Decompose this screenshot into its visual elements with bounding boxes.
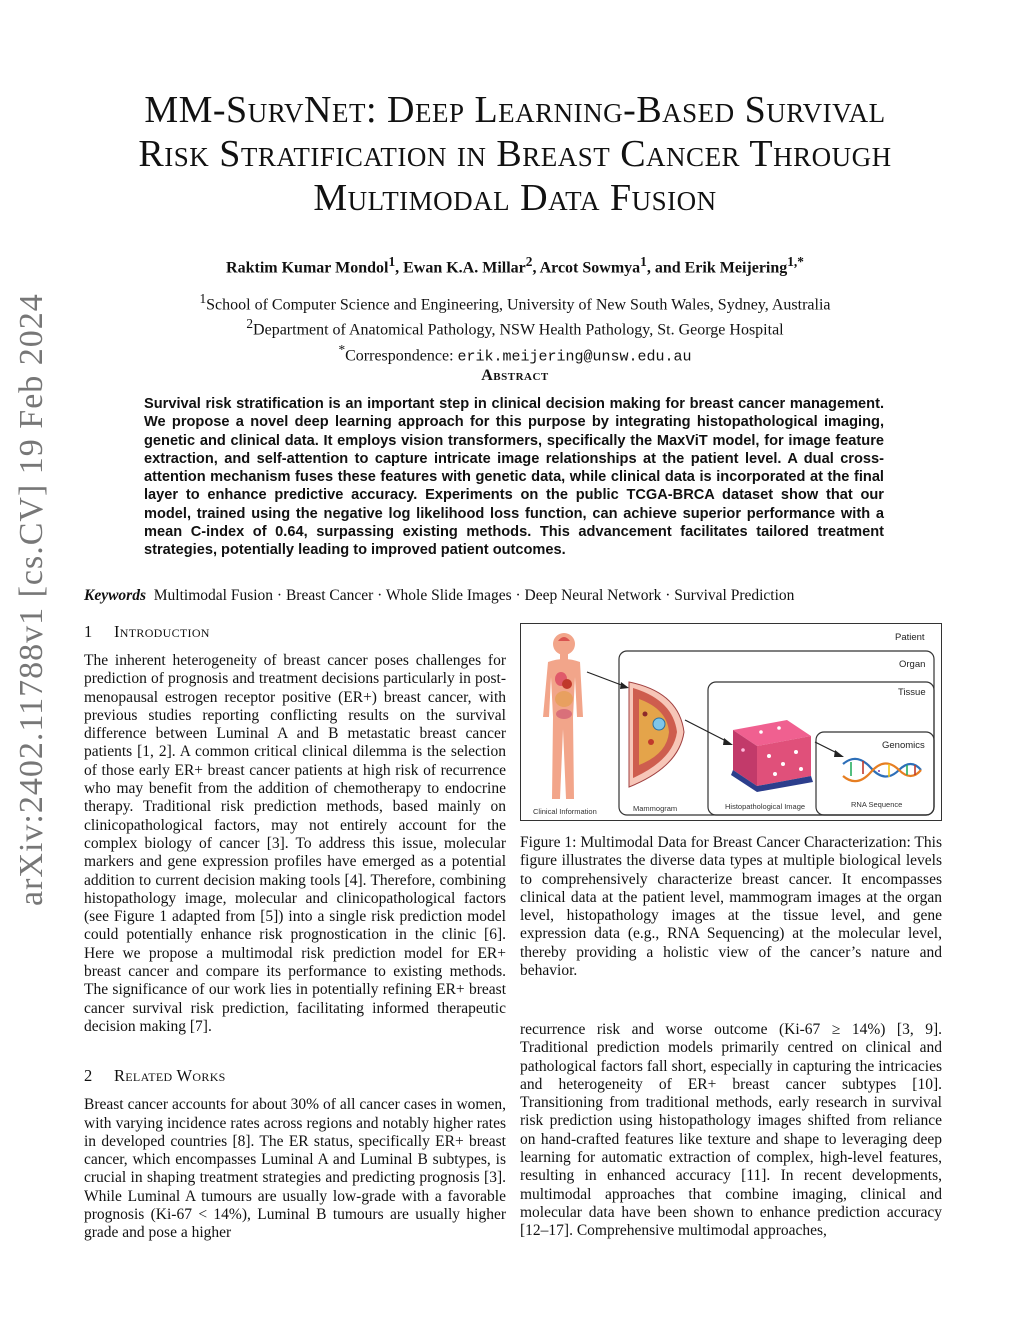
- mammogram-icon: [629, 682, 684, 787]
- affiliations: [70, 289, 960, 366]
- affil-mark: *: [338, 341, 346, 357]
- abstract-heading: Abstract: [481, 367, 549, 384]
- clinical-info-label: Clinical Information: [533, 807, 597, 816]
- paper-title: [70, 88, 960, 220]
- author-list: Raktim Kumar Mondol$^1$, Ewan K.A. Millar$^2$, Arcot Sowmya$^1$, and Erik Meijering$^{1,*}$: [226, 254, 804, 277]
- dna-helix-icon: [843, 759, 921, 781]
- title-line-2: Risk Stratification in Breast Cancer Through: [138, 133, 892, 175]
- related-works-continued: recurrence risk and worse outcome (Ki-67 ≥ 14%) [3, 9]. Traditional prediction models primarily centred on clinical and pathological factors fall short, especially in capturing the intricacies and heterogeneity of ER+ breast cancer subtypes [10]. Transitioning from traditional methods, early research in survival risk prediction using histopathology images shifted from reliance on hand-crafted features like texture and shape to leveraging deep learning for automatic extraction of complex, high-level features, resulting in enhanced accuracy [11]. In recent developments, multimodal approaches that combine imaging, clinical and molecular data have been shown to enhance prediction accuracy [12–17]. Comprehensive multimodal approaches,: [520, 1021, 942, 1240]
- mammogram-label: Mammogram: [633, 804, 678, 813]
- histo-label: Histopathological Image: [725, 802, 806, 811]
- patient-level-label: Patient: [895, 632, 925, 643]
- introduction-paragraph: The inherent heterogeneity of breast cancer poses challenges for prediction of prognosis and treatment decisions particularly in post-menopausal estrogen receptor positive (ER+) breast cancer, with previous studies reporting conflicting results on the survival difference between Luminal A and B metastatic breast cancer patients [1, 2]. A common critical clinical dilemma is the selection of those early ER+ breast cancer patients at high risk of recurrence who may benefit from the addition of chemotherapy to endocrine therapy. Traditional risk prediction methods, based mainly on clinicopathological factors, may not entirely account for the complex biology of cancer [3]. To address this issue, molecular markers and gene expression profiles have emerged as a potential addition to current decision making tools [4]. Therefore, combining histopathology image, molecular and clinicopathological factors (see Figure 1 adapted from [5]) into a single risk prediction model could potentially enhance risk prognostication in the clinic [6]. Here we propose a multimodal risk prediction model for ER+ breast cancer and compare its performance to existing methods. The significance of our work lies in potentially refining ER+ breast cancer survival risk prediction, facilitating informed therapeutic decision making [7].: [84, 652, 506, 1035]
- correspondence-label: Correspondence:: [345, 346, 458, 364]
- abstract-text: Survival risk stratification is an important step in clinical decision making for breast cancer management. We propose a novel deep learning approach for this purpose by integrating histopathological imaging, genetic and clinical data. It employs vision transformers, specifically the MaxViT model, for image feature extraction, and self-attention to capture intricate image relationships at the patient level. A dual cross-attention mechanism fuses these features with genetic data, while clinical data is incorporated at the final layer to enhance predictive accuracy. Experiments on the public TCGA-BRCA dataset show that our model, trained using the negative log likelihood loss function, can achieve superior performance with a mean C-index of 0.64, surpassing existing methods. This advancement facilitates tailored treatment strategies, potentially leading to improved patient outcomes.: [144, 396, 884, 559]
- genomics-level-label: Genomics: [882, 740, 925, 751]
- title-line-3: Multimodal Data Fusion: [313, 177, 717, 219]
- organ-level-label: Organ: [899, 659, 926, 670]
- figure-1-caption: Figure 1: Multimodal Data for Breast Cancer Characterization: This figure illustrates the diverse data types at multiple biological levels to comprehensively characterize breast cancer. It encompasses clinical data at the patient level, mammogram images at the organ level, histopathology images at the tissue level, and gene expression data (e.g., RNA Sequencing) at the molecular level, thereby providing a holistic view of the cancer’s nature and behavior.: [520, 834, 942, 980]
- author-name: and Erik Meijering: [654, 259, 788, 277]
- left-column: [84, 622, 506, 1243]
- section-number: 1: [84, 622, 93, 641]
- figure-1: [520, 623, 942, 821]
- section-heading-related-works: [84, 1066, 506, 1086]
- arrow-organ-to-tissue: [685, 720, 728, 742]
- section-heading-introduction: [84, 622, 506, 642]
- affiliation-1: [70, 289, 960, 314]
- affil-mark: 1: [199, 291, 207, 306]
- affil-text: Department of Anatomical Pathology, NSW Health Pathology, St. George Hospital: [253, 321, 784, 339]
- section-number: 2: [84, 1066, 93, 1086]
- author-name: Raktim Kumar Mondol: [226, 259, 389, 277]
- keywords: [84, 587, 944, 605]
- related-works-paragraph: Breast cancer accounts for about 30% of all cancer cases in women, with varying incidence rates across regions and notably higher rates in developed countries [8]. The ER status, specifically ER+ breast cancer, which encompasses Luminal A and Luminal B subtypes, is crucial in shaping treatment strategies and predicting prognosis [3]. While Luminal A tumours are usually low-grade with a favorable prognosis (Ki-67 < 14%), Luminal B tumours are usually higher grade and pose a higher: [84, 1096, 506, 1242]
- author-name: Arcot Sowmya: [539, 259, 641, 277]
- keywords-text: Multimodal Fusion · Breast Cancer · Whole Slide Images · Deep Neural Network · Survival Prediction: [153, 587, 795, 604]
- right-column: [520, 1021, 942, 1241]
- email-link[interactable]: erik.meijering@unsw.edu.au: [457, 347, 692, 365]
- section-title: Related Works: [114, 1066, 226, 1086]
- figure-1-diagram: [521, 624, 941, 820]
- affiliation-2: [70, 314, 960, 339]
- author-affil-mark: 2: [525, 254, 533, 269]
- author-affil-mark: 1,*: [787, 254, 804, 269]
- title-line-1: MM-SurvNet: Deep Learning-Based Survival: [144, 89, 886, 131]
- correspondence: [70, 340, 960, 366]
- author-affil-mark: 1: [388, 254, 396, 269]
- arxiv-identifier: arXiv:2402.11788v1 [cs.CV] 19 Feb 2024: [13, 293, 50, 906]
- histopathology-tissue-icon: [731, 720, 813, 792]
- rna-sequence-label: RNA Sequence: [851, 800, 903, 809]
- human-body-icon: [543, 633, 583, 799]
- author-affil-mark: 1: [640, 254, 647, 269]
- tissue-level-label: Tissue: [898, 687, 926, 698]
- section-title: Introduction: [114, 622, 210, 641]
- keywords-label: Keywords: [84, 587, 146, 604]
- affil-text: School of Computer Science and Engineering, University of New South Wales, Sydney, Australia: [206, 296, 831, 314]
- affil-mark: 2: [246, 316, 254, 332]
- author-name: Ewan K.A. Millar: [403, 259, 526, 277]
